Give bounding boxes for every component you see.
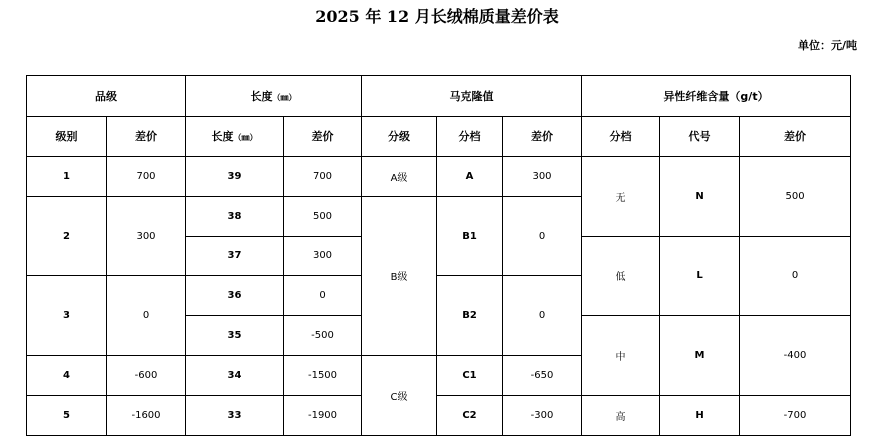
grade-diff: -1600 xyxy=(107,396,186,436)
fiber-diff: -400 xyxy=(740,316,851,396)
header-length-unit: （㎜） xyxy=(233,133,258,143)
length-diff: 700 xyxy=(284,156,362,196)
header-fiber-code: 代号 xyxy=(660,116,740,156)
length-diff: -1500 xyxy=(284,356,362,396)
header-mic-class: 分级 xyxy=(362,116,437,156)
grade-diff: 700 xyxy=(107,156,186,196)
mic-class: C级 xyxy=(362,356,437,436)
table-row xyxy=(27,396,851,436)
length-value: 38 xyxy=(186,196,284,236)
mic-class: A级 xyxy=(362,156,437,196)
header-mic-diff: 差价 xyxy=(503,116,582,156)
length-diff: -500 xyxy=(284,316,362,356)
length-diff: -1900 xyxy=(284,396,362,436)
grade-level: 3 xyxy=(27,276,107,356)
table-row xyxy=(27,156,851,196)
group-header-row xyxy=(27,76,851,117)
mic-diff: 0 xyxy=(503,276,582,356)
group-header-fiber: 异性纤维含量（g/t） xyxy=(582,76,851,117)
grade-level: 1 xyxy=(27,156,107,196)
group-header-length-unit: （㎜） xyxy=(272,92,297,102)
header-length-diff: 差价 xyxy=(284,116,362,156)
grade-diff: 300 xyxy=(107,196,186,276)
fiber-range: 中 xyxy=(582,316,660,396)
price-difference-table xyxy=(26,75,851,436)
header-mic-range: 分档 xyxy=(437,116,503,156)
mic-diff: 0 xyxy=(503,196,582,276)
mic-range: B2 xyxy=(437,276,503,356)
header-grade-level: 级别 xyxy=(27,116,107,156)
mic-class: B级 xyxy=(362,196,437,356)
fiber-code: N xyxy=(660,156,740,236)
mic-range: A xyxy=(437,156,503,196)
unit-label: 单位：元/吨 xyxy=(797,39,857,52)
mic-diff: 300 xyxy=(503,156,582,196)
length-value: 39 xyxy=(186,156,284,196)
group-header-length-label: 长度 xyxy=(250,89,273,103)
mic-range: C1 xyxy=(437,356,503,396)
grade-level: 4 xyxy=(27,356,107,396)
mic-diff: -650 xyxy=(503,356,582,396)
group-header-micronaire: 马克隆值 xyxy=(362,76,582,117)
mic-range: B1 xyxy=(437,196,503,276)
length-value: 37 xyxy=(186,236,284,276)
fiber-code: H xyxy=(660,396,740,436)
group-header-length xyxy=(186,76,362,117)
fiber-diff: 0 xyxy=(740,236,851,316)
fiber-range: 高 xyxy=(582,396,660,436)
group-header-grade: 品级 xyxy=(27,76,186,117)
length-diff: 500 xyxy=(284,196,362,236)
header-fiber-diff: 差价 xyxy=(740,116,851,156)
header-fiber-range: 分档 xyxy=(582,116,660,156)
header-length xyxy=(186,116,284,156)
header-grade-diff: 差价 xyxy=(107,116,186,156)
fiber-diff: 500 xyxy=(740,156,851,236)
grade-level: 2 xyxy=(27,196,107,276)
mic-diff: -300 xyxy=(503,396,582,436)
mic-range: C2 xyxy=(437,396,503,436)
fiber-code: L xyxy=(660,236,740,316)
length-value: 36 xyxy=(186,276,284,316)
grade-level: 5 xyxy=(27,396,107,436)
length-diff: 300 xyxy=(284,236,362,276)
fiber-range: 低 xyxy=(582,236,660,316)
fiber-range: 无 xyxy=(582,156,660,236)
fiber-diff: -700 xyxy=(740,396,851,436)
grade-diff: 0 xyxy=(107,276,186,356)
fiber-code: M xyxy=(660,316,740,396)
length-diff: 0 xyxy=(284,276,362,316)
length-value: 35 xyxy=(186,316,284,356)
page-title: 2025 年 12 月长绒棉质量差价表 xyxy=(315,7,559,26)
header-length-label: 长度 xyxy=(211,130,234,144)
length-value: 33 xyxy=(186,396,284,436)
length-value: 34 xyxy=(186,356,284,396)
sub-header-row xyxy=(27,116,851,156)
grade-diff: -600 xyxy=(107,356,186,396)
